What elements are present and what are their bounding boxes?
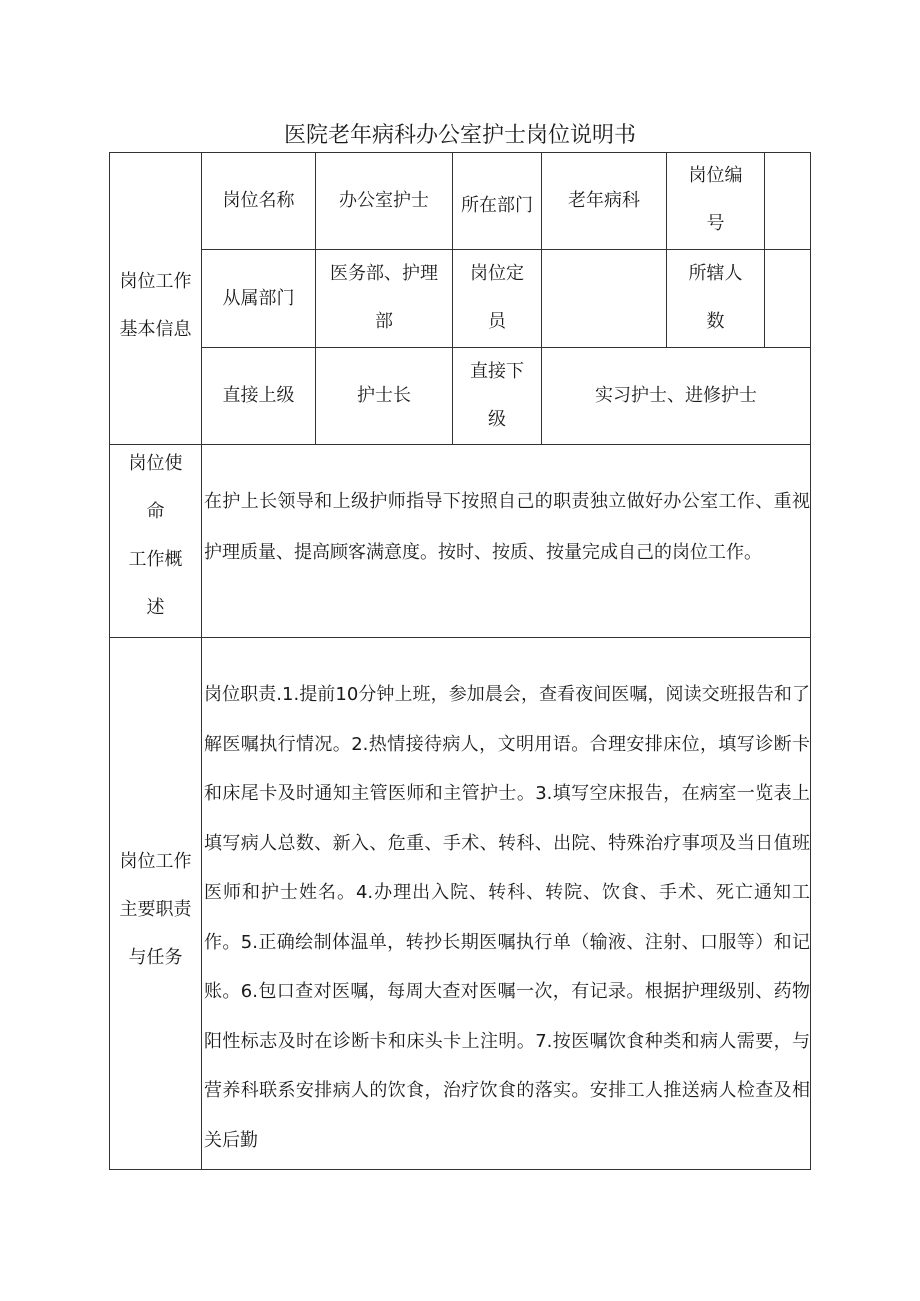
- post-no-label: [667, 152, 764, 248]
- subordinate-label: [453, 348, 541, 444]
- affiliation-label: 从属部门: [222, 288, 295, 309]
- mission-text: 在护上长领导和上级护师指导下按照自己的职责独立做好办公室工作、重视护理质量、提高顾客满意度。按时、按质、按量完成自己的岗位工作。: [204, 491, 810, 563]
- basic-info-label-line1: 岗位工作: [119, 271, 192, 292]
- post-name-label: 岗位名称: [222, 190, 295, 211]
- basic-info-label: [110, 258, 201, 354]
- subordinates-label-line1: 所辖人: [688, 263, 743, 284]
- duties-label: [110, 838, 201, 982]
- duties-label-line3: 与任务: [128, 947, 183, 968]
- staffing-label-line2: 员: [488, 311, 506, 332]
- mission-label-line3: 工作概: [128, 549, 183, 570]
- post-no-label-line2: 号: [706, 213, 725, 234]
- affiliation-value-line1: 医务部、护理: [330, 263, 438, 284]
- post-name-value: 办公室护士: [339, 190, 429, 211]
- table-border-bottom: [109, 1169, 811, 1170]
- dept-value: 老年病科: [568, 190, 640, 211]
- mission-label-line2: 命: [146, 501, 165, 522]
- superior-value: 护士长: [357, 385, 411, 406]
- mission-label-line4: 述: [146, 597, 165, 618]
- dept-label: 所在部门: [461, 195, 533, 216]
- page-title: 医院老年病科办公室护士岗位说明书: [283, 123, 636, 148]
- duties-text: 岗位职责.1.提前10分钟上班，参加晨会，查看夜间医嘱，阅读交班报告和了解医嘱执行情况。2.热情接待病人，文明用语。合理安排床位，填写诊断卡和床尾卡及时通知主管医师和主管护士。3.填写空床报告，在病室一览表上填写病人总数、新入、危重、手术、转科、出院、特殊治疗事项及当日值班医师和护士姓名。4.办理出入院、转科、转院、饮食、手术、死亡通知工作。5.正确绘制体温单，转抄长期医嘱执行单（输液、注射、口服等）和记账。6.包口查对医嘱，每周大查对医嘱一次，有记录。根据护理级别、药物阳性标志及时在诊断卡和床头卡上注明。7.按医嘱饮食种类和病人需要，与营养科联系安排病人的饮食，治疗饮食的落实。安排工人推送病人检查及相关后勤: [204, 684, 810, 1151]
- subordinate-value: 实习护士、进修护士: [595, 385, 757, 406]
- affiliation-value-line2: 部: [375, 311, 393, 332]
- duties-label-line1: 岗位工作: [119, 851, 192, 872]
- affiliation-value: [316, 250, 452, 346]
- section-divider-1: [109, 444, 811, 445]
- subordinates-label: [667, 250, 764, 346]
- superior-label: 直接上级: [222, 385, 295, 406]
- section-divider-2: [109, 637, 811, 638]
- duties-label-line2: 主要职责: [119, 899, 192, 920]
- staffing-label-line1: 岗位定: [470, 263, 524, 284]
- mission-label-line1: 岗位使: [128, 453, 183, 474]
- table-border-right: [810, 152, 811, 1170]
- post-no-label-line1: 岗位编: [688, 165, 743, 186]
- staffing-label: [453, 250, 541, 346]
- subordinate-label-line2: 级: [488, 409, 506, 430]
- subordinates-label-line2: 数: [706, 311, 725, 332]
- subordinate-label-line1: 直接下: [470, 361, 524, 382]
- basic-info-label-line2: 基本信息: [119, 319, 192, 340]
- col-divider-6: [764, 152, 765, 348]
- mission-label: [110, 440, 201, 632]
